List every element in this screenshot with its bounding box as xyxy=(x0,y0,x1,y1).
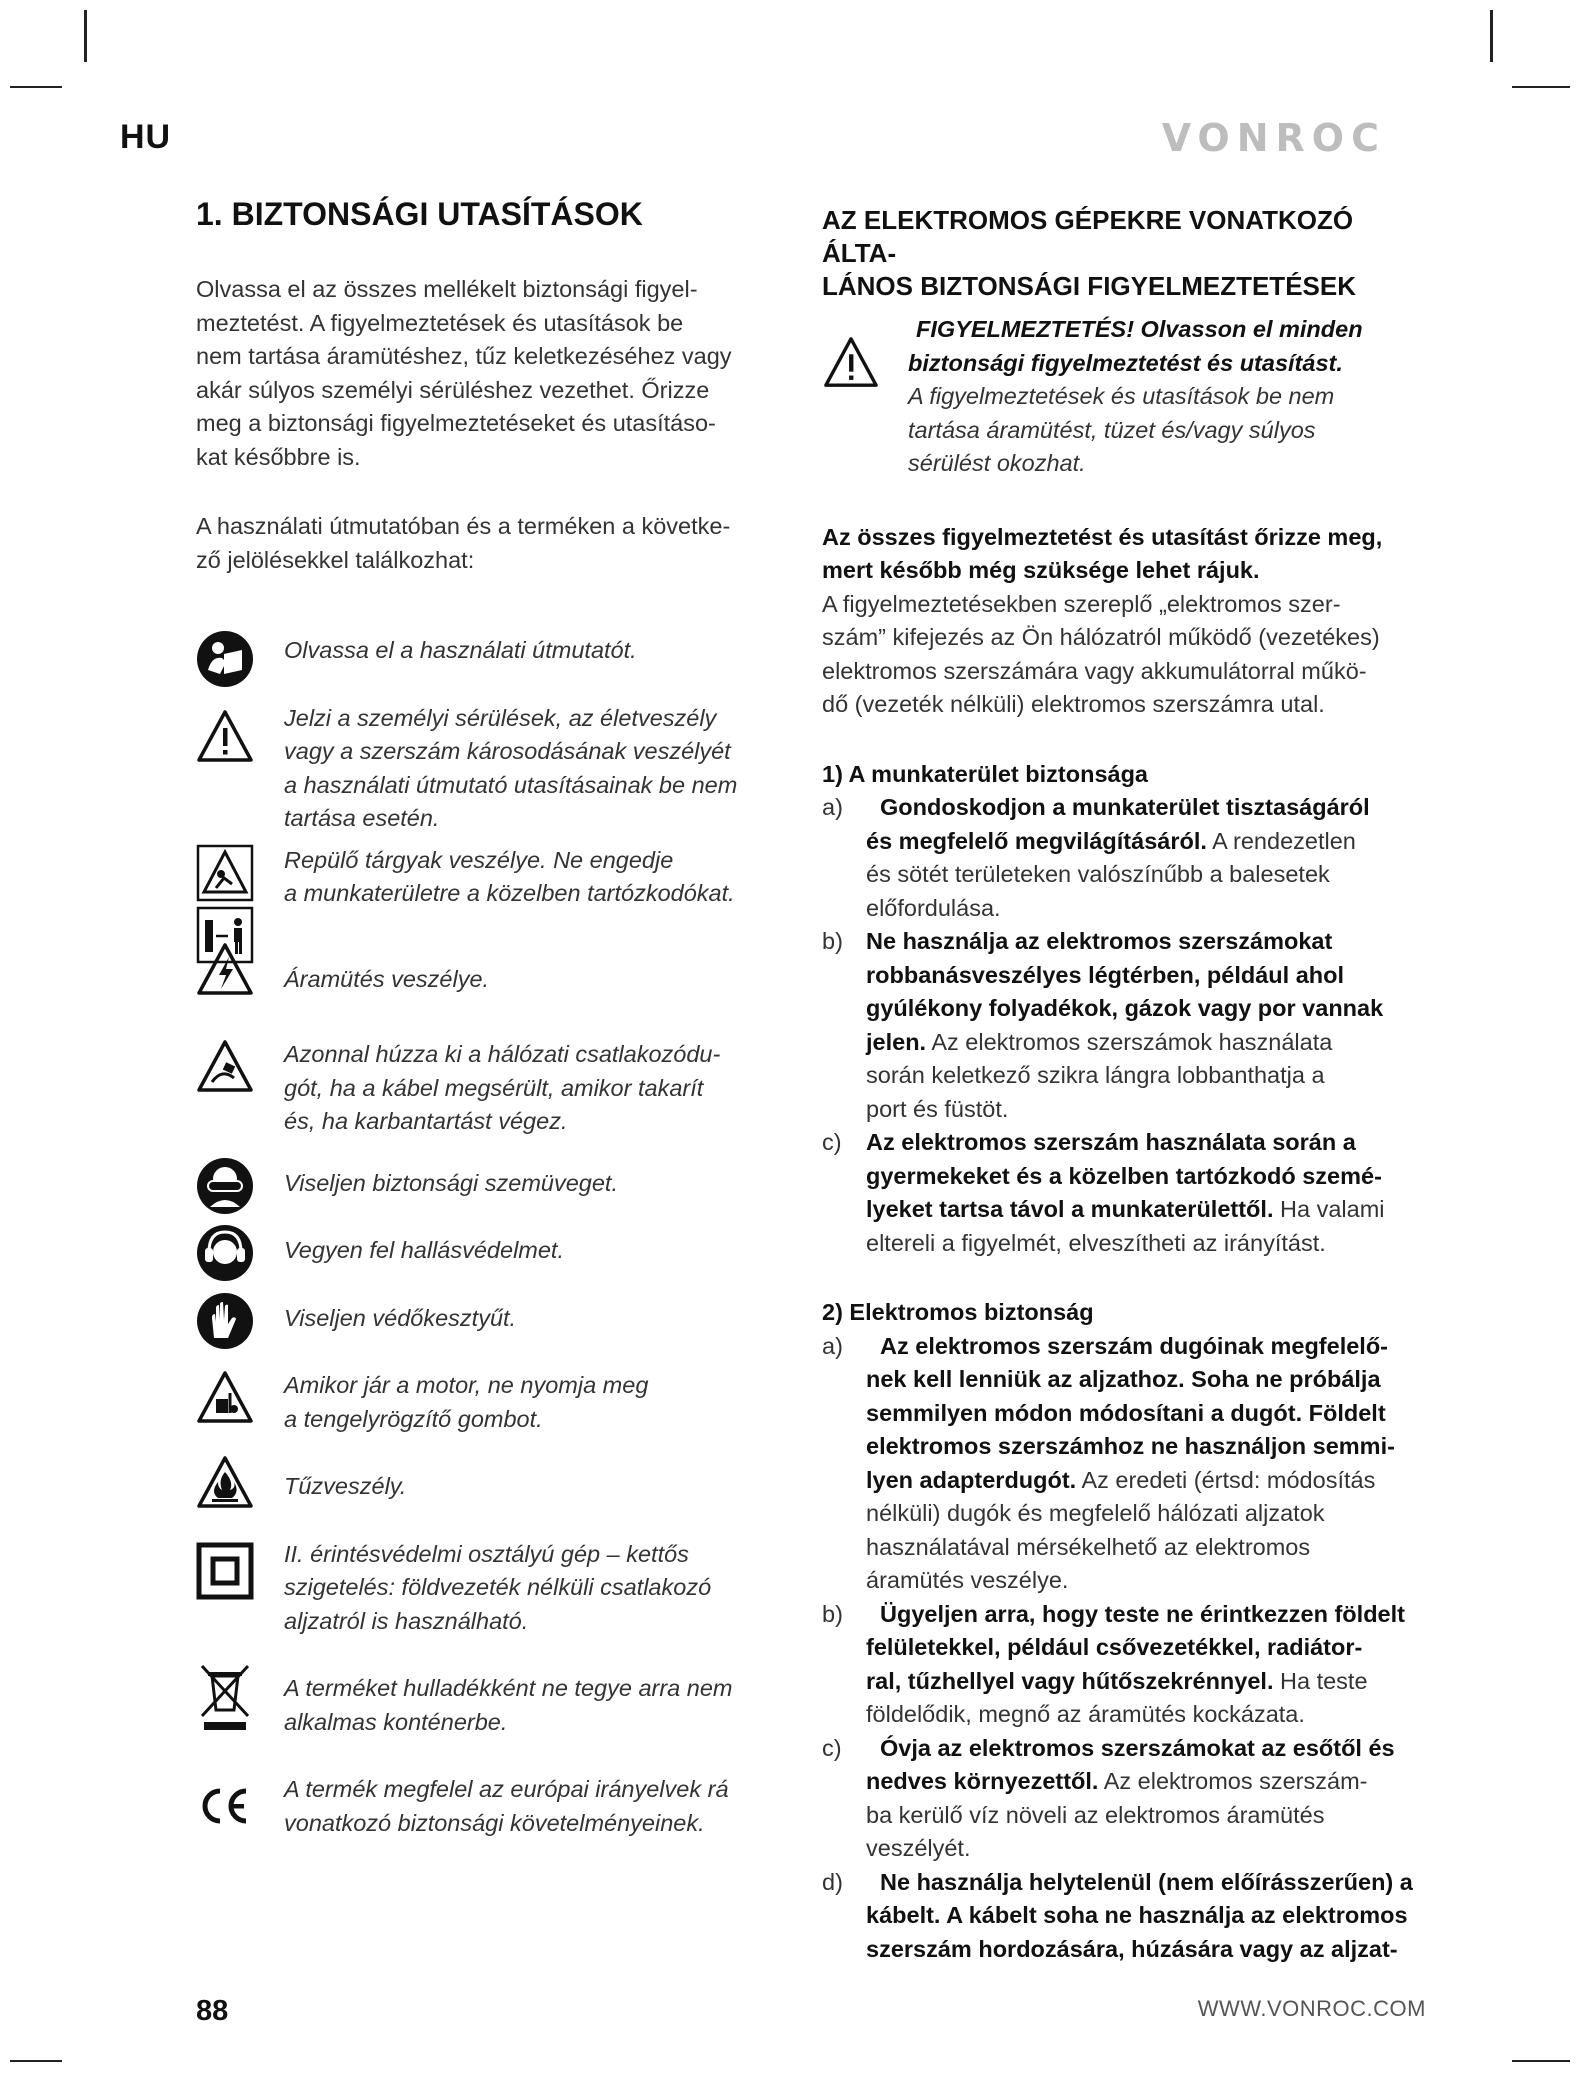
unplug-icon xyxy=(196,1038,254,1096)
list-item: b) Ügyeljen arra, hogy teste ne érintkezzen földelt felületekkel, például csővezetékkel, radiátor- ral, tűzhellyel vagy hűtőszekrénnyel. Ha teste földelődik, megnő az áramütés kockázata. xyxy=(822,1600,1405,1727)
ce-mark-icon xyxy=(196,1777,254,1835)
fire-hazard-icon xyxy=(196,1454,254,1512)
symbols-intro-paragraph: A használati útmutatóban és a terméken a követke- ző jelölésekkel találkozhat: xyxy=(196,513,731,573)
spindle-lock-icon xyxy=(196,1369,254,1427)
list-item: b) Ne használja az elektromos szerszámokat robbanásveszélyes légtérben, például ahol gyúlékony folyadékok, gázok vagy por vannak jelen. Az elektromos szerszámok használata során keletkező szikra lángra lobbanthatja a port és füstöt. xyxy=(822,928,1384,1122)
weee-bin-icon xyxy=(196,1662,254,1732)
symbol-item: Olvassa el a használati útmutatót. xyxy=(196,634,816,668)
section-title: 1. BIZTONSÁGI UTASÍTÁSOK xyxy=(196,196,643,232)
list-item: a) Gondoskodjon a munkaterület tisztaságáról és megfelelő megvilágításáról. A rendezetlen és sötét területeken valószínűbb a balesetek előfordulása. xyxy=(822,794,1370,921)
keep-instructions-paragraph: Az összes figyelmeztetést és utasítást őrizze meg, mert később még szüksége lehet rájuk. A figyelmeztetésekben szereplő „elektromos szer- szám” kifejezés az Ön hálózatról működő (vezetékes) elektromos szerszámára vagy akkumulátorral műkö- dő (vezeték nélküli) elektromos szerszámra utal. xyxy=(822,523,1383,717)
language-code: HU xyxy=(120,118,172,156)
list-item: c) Az elektromos szerszám használata során a gyermekeket és a közelben tartózkodó szemé- lyeket tartsa távol a munkaterülettől. Ha valami eltereli a figyelmét, elveszítheti az irányítást. xyxy=(822,1129,1385,1256)
warning-triangle-icon xyxy=(822,335,880,391)
brand-logo: VONROC xyxy=(1161,116,1386,160)
crop-mark xyxy=(10,86,62,88)
crop-mark xyxy=(1512,86,1570,88)
right-column xyxy=(822,204,1432,1966)
symbol-item: Repülő tárgyak veszélye. Ne engedje a munkaterületre a közelben tartózkodókat. xyxy=(196,844,816,911)
crop-mark xyxy=(84,10,87,62)
symbol-item: Áramütés veszélye. xyxy=(196,963,816,997)
symbol-item: Viseljen védőkesztyűt. xyxy=(196,1302,816,1336)
left-column xyxy=(196,196,796,613)
symbol-item: Tűzveszély. xyxy=(196,1470,816,1504)
safety-glasses-icon xyxy=(196,1157,254,1215)
intro-paragraph: Olvassa el az összes mellékelt biztonsági figyel- meztetést. A figyelmeztetések és utasítások be nem tartása áramütéshez, tűz keletkezéséhez vagy akár súlyos személyi sérüléshez vezethet. Őrizze meg a biztonsági figyelmeztetéseket és utasításo- kat későbbre is. xyxy=(196,276,732,470)
warning-box: FIGYELMEZTETÉS! Olvasson el minden biztonsági figyelmeztetést és utasítást. A figyelmeztetések és utasítások be nem tartása áramütést, tüzet és/vagy súlyos sérülést okozhat. xyxy=(822,313,1432,481)
page-number: 88 xyxy=(196,1995,229,2027)
section-heading: 1) A munkaterület biztonsága xyxy=(822,760,1149,787)
electric-shock-icon xyxy=(196,941,254,999)
class-ii-icon xyxy=(196,1542,254,1600)
crop-mark xyxy=(1512,2060,1570,2062)
ear-protection-icon xyxy=(196,1224,254,1282)
symbol-item: Jelzi a személyi sérülések, az életveszély vagy a szerszám károsodásának veszélyét a használati útmutató utasításainak be nem tartása esetén. xyxy=(196,702,816,836)
warning-triangle-icon xyxy=(196,708,254,766)
general-warnings-title: AZ ELEKTROMOS GÉPEKRE VONATKOZÓ ÁLTA- LÁNOS BIZTONSÁGI FIGYELMEZTETÉSEK xyxy=(822,205,1356,301)
list-item: a) Az elektromos szerszám dugóinak megfelelő- nek kell lenniük az aljzathoz. Soha ne próbálja semmilyen módon módosítani a dugót. Földelt elektromos szerszámhoz ne használjon semmi- lyen adapterdugót. Az eredeti (értsd: módosítás nélküli) dugók és megfelelő hálózati aljzatok használatával mérsékelhető az elektromos áramütés veszélye. xyxy=(822,1332,1395,1593)
list-item: d) Ne használja helytelenül (nem előírásszerűen) a kábelt. A kábelt soha ne használja az elektromos szerszám hordozására, húzására vagy az aljzat- xyxy=(822,1868,1413,1962)
section-heading: 2) Elektromos biztonság xyxy=(822,1299,1094,1325)
list-item: c) Óvja az elektromos szerszámokat az esőtől és nedves környezettől. Az elektromos szerszám- ba kerülő víz növeli az elektromos áramütés veszélyét. xyxy=(822,1734,1395,1861)
work-area-safety-section xyxy=(822,758,1432,1261)
symbol-item: Azonnal húzza ki a hálózati csatlakozódu- gót, ha a kábel megsérült, amikor takarít és, ha karbantartást végez. xyxy=(196,1038,816,1139)
read-manual-icon xyxy=(196,630,254,688)
website-url: WWW.VONROC.COM xyxy=(1197,1996,1426,2021)
symbol-item: II. érintésvédelmi osztályú gép – kettős szigetelés: földvezeték nélküli csatlakozó aljzatról is használható. xyxy=(196,1538,816,1639)
symbol-item: A termék megfelel az európai irányelvek rá vonatkozó biztonsági követelményeinek. xyxy=(196,1773,816,1840)
symbol-item: Vegyen fel hallásvédelmet. xyxy=(196,1234,816,1268)
symbol-item: Viseljen biztonsági szemüveget. xyxy=(196,1167,816,1201)
gloves-icon xyxy=(196,1292,254,1350)
electrical-safety-section xyxy=(822,1296,1432,1966)
crop-mark xyxy=(1490,10,1493,62)
symbol-item: Amikor jár a motor, ne nyomja meg a tengelyrögzítő gombot. xyxy=(196,1369,816,1436)
crop-mark xyxy=(10,2060,62,2062)
symbol-list xyxy=(196,634,816,1840)
symbol-item: A terméket hulladékként ne tegye arra nem alkalmas konténerbe. xyxy=(196,1672,816,1739)
